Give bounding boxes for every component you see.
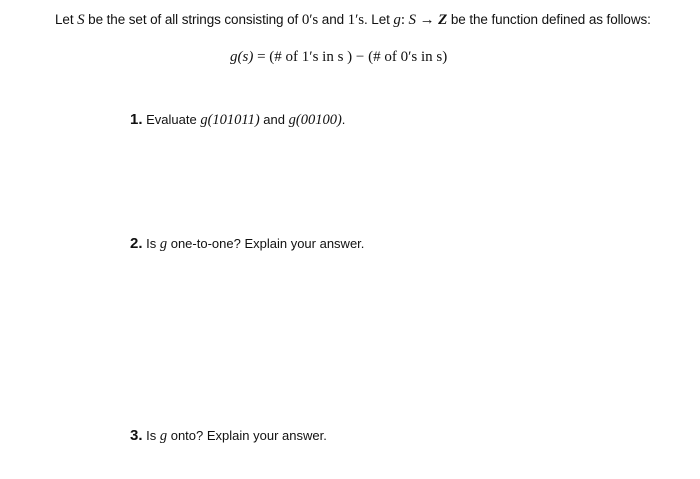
problem-statement: Let S be the set of all strings consisting of 0′s and 1′s. Let g: S → Z be the function defined as follows: (55, 12, 651, 28)
question-1: 1. Evaluate g(101011) and g(00100). (130, 111, 346, 128)
intro-text: . Let (364, 12, 394, 27)
set-s-symbol: S (77, 12, 85, 28)
zeros-term: 0′s (301, 12, 319, 28)
arrow-icon: → (415, 12, 439, 28)
expression-2: g(00100) (288, 112, 342, 128)
set-s-symbol: S (408, 12, 416, 28)
expression-1: g(101011) (200, 112, 260, 128)
formula-term-zeros: (# of 0′s in s) (368, 49, 448, 65)
function-g-symbol: g (159, 236, 168, 252)
intro-text: Let (55, 12, 78, 27)
question-number: 1. (130, 111, 143, 128)
function-g-symbol: g (393, 12, 401, 28)
intro-text: be the function defined as follows: (447, 12, 651, 27)
question-3: 3. Is g onto? Explain your answer. (130, 427, 327, 444)
question-2: 2. Is g one-to-one? Explain your answer. (130, 235, 365, 252)
function-g-symbol: g (159, 428, 168, 444)
intro-text: be the set of all strings consisting of (84, 12, 302, 27)
formula-lhs: g(s) (230, 49, 254, 65)
ones-term: 1′s (347, 12, 364, 28)
question-number: 3. (130, 427, 143, 444)
intro-text: and (318, 12, 348, 27)
integers-symbol: Z (438, 12, 448, 28)
formula-term-ones: (# of 1′s in s ) (269, 49, 353, 65)
question-number: 2. (130, 235, 143, 252)
function-definition: g(s) = (# of 1′s in s ) − (# of 0′s in s) (230, 49, 448, 65)
